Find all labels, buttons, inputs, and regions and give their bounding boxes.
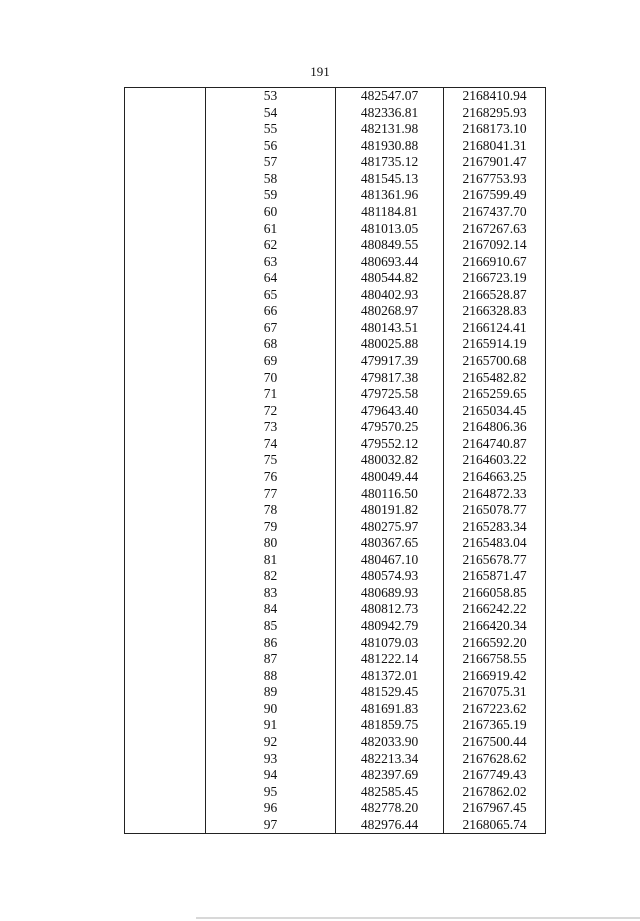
y-coordinate-cell: 2165034.45 — [444, 403, 546, 420]
point-number-cell: 88 — [206, 668, 336, 685]
blank-cell — [125, 237, 206, 254]
x-coordinate-cell: 482213.34 — [336, 751, 444, 768]
blank-cell — [125, 204, 206, 221]
y-coordinate-cell: 2165078.77 — [444, 502, 546, 519]
point-number-cell: 53 — [206, 88, 336, 105]
x-coordinate-cell: 481079.03 — [336, 635, 444, 652]
x-coordinate-cell: 482778.20 — [336, 800, 444, 817]
y-coordinate-cell: 2166592.20 — [444, 635, 546, 652]
blank-cell — [125, 635, 206, 652]
blank-cell — [125, 270, 206, 287]
blank-cell — [125, 403, 206, 420]
x-coordinate-cell: 480544.82 — [336, 270, 444, 287]
x-coordinate-cell: 481013.05 — [336, 221, 444, 238]
point-number-cell: 81 — [206, 552, 336, 569]
table-row — [125, 436, 546, 453]
y-coordinate-cell: 2167500.44 — [444, 734, 546, 751]
x-coordinate-cell: 480402.93 — [336, 287, 444, 304]
table-row — [125, 105, 546, 122]
x-coordinate-cell: 481222.14 — [336, 651, 444, 668]
y-coordinate-cell: 2167365.19 — [444, 717, 546, 734]
y-coordinate-cell: 2166058.85 — [444, 585, 546, 602]
x-coordinate-cell: 479725.58 — [336, 386, 444, 403]
y-coordinate-cell: 2167267.63 — [444, 221, 546, 238]
table-row — [125, 204, 546, 221]
table-row — [125, 800, 546, 817]
x-coordinate-cell: 480049.44 — [336, 469, 444, 486]
x-coordinate-cell: 480032.82 — [336, 452, 444, 469]
blank-cell — [125, 784, 206, 801]
y-coordinate-cell: 2167749.43 — [444, 767, 546, 784]
x-coordinate-cell: 481545.13 — [336, 171, 444, 188]
blank-cell — [125, 734, 206, 751]
blank-cell — [125, 386, 206, 403]
x-coordinate-cell: 480812.73 — [336, 601, 444, 618]
x-coordinate-cell: 479570.25 — [336, 419, 444, 436]
y-coordinate-cell: 2165678.77 — [444, 552, 546, 569]
blank-cell — [125, 121, 206, 138]
blank-cell — [125, 138, 206, 155]
x-coordinate-cell: 481184.81 — [336, 204, 444, 221]
y-coordinate-cell: 2167075.31 — [444, 684, 546, 701]
point-number-cell: 56 — [206, 138, 336, 155]
x-coordinate-cell: 482397.69 — [336, 767, 444, 784]
table-row — [125, 784, 546, 801]
x-coordinate-cell: 480574.93 — [336, 568, 444, 585]
table-row — [125, 734, 546, 751]
point-number-cell: 95 — [206, 784, 336, 801]
bottom-scan-edge — [196, 917, 640, 919]
x-coordinate-cell: 479643.40 — [336, 403, 444, 420]
point-number-cell: 89 — [206, 684, 336, 701]
blank-cell — [125, 105, 206, 122]
point-number-cell: 57 — [206, 154, 336, 171]
x-coordinate-cell: 482336.81 — [336, 105, 444, 122]
y-coordinate-cell: 2166528.87 — [444, 287, 546, 304]
blank-cell — [125, 701, 206, 718]
y-coordinate-cell: 2166328.83 — [444, 303, 546, 320]
x-coordinate-cell: 480191.82 — [336, 502, 444, 519]
y-coordinate-cell: 2168065.74 — [444, 817, 546, 834]
table-row — [125, 303, 546, 320]
point-number-cell: 90 — [206, 701, 336, 718]
y-coordinate-cell: 2164806.36 — [444, 419, 546, 436]
point-number-cell: 84 — [206, 601, 336, 618]
table-row — [125, 370, 546, 387]
table-row — [125, 353, 546, 370]
y-coordinate-cell: 2166919.42 — [444, 668, 546, 685]
y-coordinate-cell: 2165283.34 — [444, 519, 546, 536]
blank-cell — [125, 336, 206, 353]
point-number-cell: 61 — [206, 221, 336, 238]
table-row — [125, 237, 546, 254]
table-row — [125, 601, 546, 618]
point-number-cell: 82 — [206, 568, 336, 585]
blank-cell — [125, 585, 206, 602]
point-number-cell: 63 — [206, 254, 336, 271]
x-coordinate-cell: 481735.12 — [336, 154, 444, 171]
y-coordinate-cell: 2168041.31 — [444, 138, 546, 155]
table-row — [125, 751, 546, 768]
page-number: 191 — [310, 64, 330, 79]
table-row — [125, 452, 546, 469]
y-coordinate-cell: 2167901.47 — [444, 154, 546, 171]
point-number-cell: 55 — [206, 121, 336, 138]
blank-cell — [125, 419, 206, 436]
y-coordinate-cell: 2166910.67 — [444, 254, 546, 271]
table-row — [125, 187, 546, 204]
y-coordinate-cell: 2165483.04 — [444, 535, 546, 552]
x-coordinate-cell: 479917.39 — [336, 353, 444, 370]
blank-cell — [125, 187, 206, 204]
y-coordinate-cell: 2165482.82 — [444, 370, 546, 387]
y-coordinate-cell: 2167753.93 — [444, 171, 546, 188]
point-number-cell: 79 — [206, 519, 336, 536]
table-row — [125, 486, 546, 503]
y-coordinate-cell: 2168410.94 — [444, 88, 546, 105]
table-row — [125, 767, 546, 784]
blank-cell — [125, 618, 206, 635]
x-coordinate-cell: 480942.79 — [336, 618, 444, 635]
x-coordinate-cell: 480849.55 — [336, 237, 444, 254]
y-coordinate-cell: 2167092.14 — [444, 237, 546, 254]
table-row — [125, 668, 546, 685]
blank-cell — [125, 684, 206, 701]
y-coordinate-cell: 2164872.33 — [444, 486, 546, 503]
x-coordinate-cell: 481691.83 — [336, 701, 444, 718]
x-coordinate-cell: 481372.01 — [336, 668, 444, 685]
blank-cell — [125, 303, 206, 320]
blank-cell — [125, 751, 206, 768]
y-coordinate-cell: 2166242.22 — [444, 601, 546, 618]
blank-cell — [125, 502, 206, 519]
x-coordinate-cell: 479817.38 — [336, 370, 444, 387]
table-row — [125, 386, 546, 403]
x-coordinate-cell: 480143.51 — [336, 320, 444, 337]
x-coordinate-cell: 480467.10 — [336, 552, 444, 569]
point-number-cell: 62 — [206, 237, 336, 254]
point-number-cell: 80 — [206, 535, 336, 552]
table-row — [125, 320, 546, 337]
point-number-cell: 83 — [206, 585, 336, 602]
table-row — [125, 88, 546, 105]
table-row — [125, 287, 546, 304]
point-number-cell: 73 — [206, 419, 336, 436]
blank-cell — [125, 486, 206, 503]
x-coordinate-cell: 480275.97 — [336, 519, 444, 536]
point-number-cell: 74 — [206, 436, 336, 453]
table-row — [125, 717, 546, 734]
point-number-cell: 91 — [206, 717, 336, 734]
coordinate-table-body — [125, 88, 546, 834]
point-number-cell: 68 — [206, 336, 336, 353]
table-row — [125, 171, 546, 188]
blank-cell — [125, 535, 206, 552]
point-number-cell: 76 — [206, 469, 336, 486]
point-number-cell: 85 — [206, 618, 336, 635]
x-coordinate-cell: 480116.50 — [336, 486, 444, 503]
y-coordinate-cell: 2164603.22 — [444, 452, 546, 469]
x-coordinate-cell: 479552.12 — [336, 436, 444, 453]
table-row — [125, 635, 546, 652]
x-coordinate-cell: 481529.45 — [336, 684, 444, 701]
table-row — [125, 336, 546, 353]
y-coordinate-cell: 2168173.10 — [444, 121, 546, 138]
y-coordinate-cell: 2167628.62 — [444, 751, 546, 768]
table-row — [125, 254, 546, 271]
table-row — [125, 568, 546, 585]
blank-cell — [125, 370, 206, 387]
table-row — [125, 138, 546, 155]
y-coordinate-cell: 2167223.62 — [444, 701, 546, 718]
y-coordinate-cell: 2166420.34 — [444, 618, 546, 635]
point-number-cell: 59 — [206, 187, 336, 204]
blank-cell — [125, 469, 206, 486]
point-number-cell: 97 — [206, 817, 336, 834]
table-row — [125, 502, 546, 519]
table-row — [125, 618, 546, 635]
point-number-cell: 94 — [206, 767, 336, 784]
x-coordinate-cell: 480268.97 — [336, 303, 444, 320]
blank-cell — [125, 568, 206, 585]
point-number-cell: 58 — [206, 171, 336, 188]
x-coordinate-cell: 482976.44 — [336, 817, 444, 834]
y-coordinate-cell: 2164740.87 — [444, 436, 546, 453]
x-coordinate-cell: 482033.90 — [336, 734, 444, 751]
table-row — [125, 701, 546, 718]
x-coordinate-cell: 482131.98 — [336, 121, 444, 138]
point-number-cell: 70 — [206, 370, 336, 387]
table-row — [125, 270, 546, 287]
point-number-cell: 64 — [206, 270, 336, 287]
point-number-cell: 86 — [206, 635, 336, 652]
blank-cell — [125, 668, 206, 685]
y-coordinate-cell: 2165259.65 — [444, 386, 546, 403]
blank-cell — [125, 320, 206, 337]
table-row — [125, 519, 546, 536]
table-row — [125, 121, 546, 138]
table-row — [125, 585, 546, 602]
blank-cell — [125, 452, 206, 469]
point-number-cell: 69 — [206, 353, 336, 370]
blank-cell — [125, 817, 206, 834]
x-coordinate-cell: 482547.07 — [336, 88, 444, 105]
point-number-cell: 93 — [206, 751, 336, 768]
blank-cell — [125, 154, 206, 171]
y-coordinate-cell: 2168295.93 — [444, 105, 546, 122]
point-number-cell: 87 — [206, 651, 336, 668]
blank-cell — [125, 519, 206, 536]
table-row — [125, 684, 546, 701]
coordinate-table — [124, 87, 546, 834]
blank-cell — [125, 717, 206, 734]
blank-cell — [125, 436, 206, 453]
x-coordinate-cell: 481361.96 — [336, 187, 444, 204]
point-number-cell: 78 — [206, 502, 336, 519]
blank-cell — [125, 221, 206, 238]
table-row — [125, 154, 546, 171]
y-coordinate-cell: 2165871.47 — [444, 568, 546, 585]
y-coordinate-cell: 2167437.70 — [444, 204, 546, 221]
point-number-cell: 60 — [206, 204, 336, 221]
point-number-cell: 75 — [206, 452, 336, 469]
point-number-cell: 65 — [206, 287, 336, 304]
x-coordinate-cell: 481859.75 — [336, 717, 444, 734]
point-number-cell: 67 — [206, 320, 336, 337]
x-coordinate-cell: 481930.88 — [336, 138, 444, 155]
y-coordinate-cell: 2167967.45 — [444, 800, 546, 817]
blank-cell — [125, 651, 206, 668]
blank-cell — [125, 171, 206, 188]
table-row — [125, 221, 546, 238]
point-number-cell: 71 — [206, 386, 336, 403]
blank-cell — [125, 254, 206, 271]
blank-cell — [125, 601, 206, 618]
x-coordinate-cell: 480367.65 — [336, 535, 444, 552]
y-coordinate-cell: 2166758.55 — [444, 651, 546, 668]
table-row — [125, 651, 546, 668]
blank-cell — [125, 88, 206, 105]
y-coordinate-cell: 2167862.02 — [444, 784, 546, 801]
y-coordinate-cell: 2165700.68 — [444, 353, 546, 370]
table-row — [125, 403, 546, 420]
blank-cell — [125, 800, 206, 817]
y-coordinate-cell: 2166124.41 — [444, 320, 546, 337]
y-coordinate-cell: 2164663.25 — [444, 469, 546, 486]
point-number-cell: 66 — [206, 303, 336, 320]
table-row — [125, 469, 546, 486]
blank-cell — [125, 353, 206, 370]
blank-cell — [125, 552, 206, 569]
point-number-cell: 54 — [206, 105, 336, 122]
y-coordinate-cell: 2166723.19 — [444, 270, 546, 287]
y-coordinate-cell: 2167599.49 — [444, 187, 546, 204]
x-coordinate-cell: 480025.88 — [336, 336, 444, 353]
blank-cell — [125, 767, 206, 784]
table-row — [125, 535, 546, 552]
y-coordinate-cell: 2165914.19 — [444, 336, 546, 353]
table-row — [125, 817, 546, 834]
table-row — [125, 419, 546, 436]
point-number-cell: 72 — [206, 403, 336, 420]
blank-cell — [125, 287, 206, 304]
x-coordinate-cell: 482585.45 — [336, 784, 444, 801]
x-coordinate-cell: 480693.44 — [336, 254, 444, 271]
point-number-cell: 77 — [206, 486, 336, 503]
x-coordinate-cell: 480689.93 — [336, 585, 444, 602]
point-number-cell: 92 — [206, 734, 336, 751]
table-row — [125, 552, 546, 569]
point-number-cell: 96 — [206, 800, 336, 817]
